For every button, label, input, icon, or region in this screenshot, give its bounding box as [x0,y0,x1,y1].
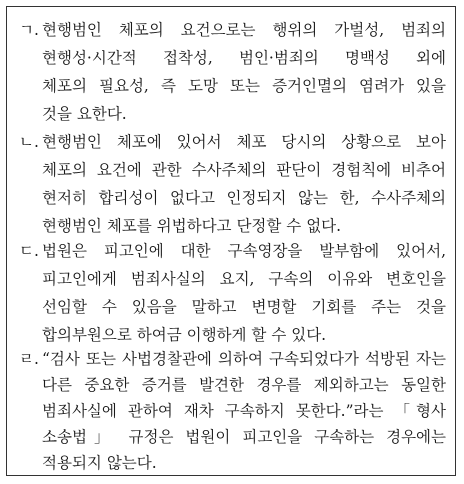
item-line: 선임할 수 있음을 말하고 변명할 기회를 주는 것을 [42,298,446,316]
item-line: 피고인에게 범죄사실의 요지, 구속의 이유와 변호인을 [42,270,446,288]
item-line: 범죄사실에 관하여 재차 구속하지 못한다.”라는 「형사 [42,402,446,420]
item-line: 적용되지 않는다. [42,454,157,472]
item-line: 것을 요한다. [42,105,127,123]
item-line: 체포의 필요성, 즉 도망 또는 증거인멸의 염려가 있을 [42,77,446,95]
item-line: 다른 중요한 증거를 발견한 경우를 제외하고는 동일한 [42,376,446,394]
statement-box [6,6,456,476]
item-line: 현행범인 체포의 요건으로는 행위의 가벌성, 범죄의 [42,21,446,39]
item-marker: ㄹ. [19,350,39,368]
item-line: 체포의 요건에 관한 수사주체의 판단이 경험칙에 비추어 [42,161,446,179]
item-line: “검사 또는 사법경찰관에 의하여 구속되었다가 석방된 자는 [42,350,446,368]
item-line: 현저히 합리성이 없다고 인정되지 않는 한, 수사주체의 [42,189,446,207]
item-line: 합의부원으로 하여금 이행하게 할 수 있다. [42,326,327,344]
item-line: 소송법」 규정은 법원이 피고인을 구속하는 경우에는 [42,428,446,446]
item-line: 법원은 피고인에 대한 구속영장을 발부함에 있어서, [42,242,446,260]
item-marker: ㄷ. [19,242,39,260]
item-marker: ㄴ. [19,133,39,151]
item-line: 현행성·시간적 접착성, 범인·범죄의 명백성 외에 [42,49,446,67]
item-line: 현행범인 체포에 있어서 체포 당시의 상황으로 보아 [42,133,446,151]
item-marker: ㄱ. [19,21,39,39]
item-line: 현행범인 체포를 위법하다고 단정할 수 없다. [42,217,342,235]
